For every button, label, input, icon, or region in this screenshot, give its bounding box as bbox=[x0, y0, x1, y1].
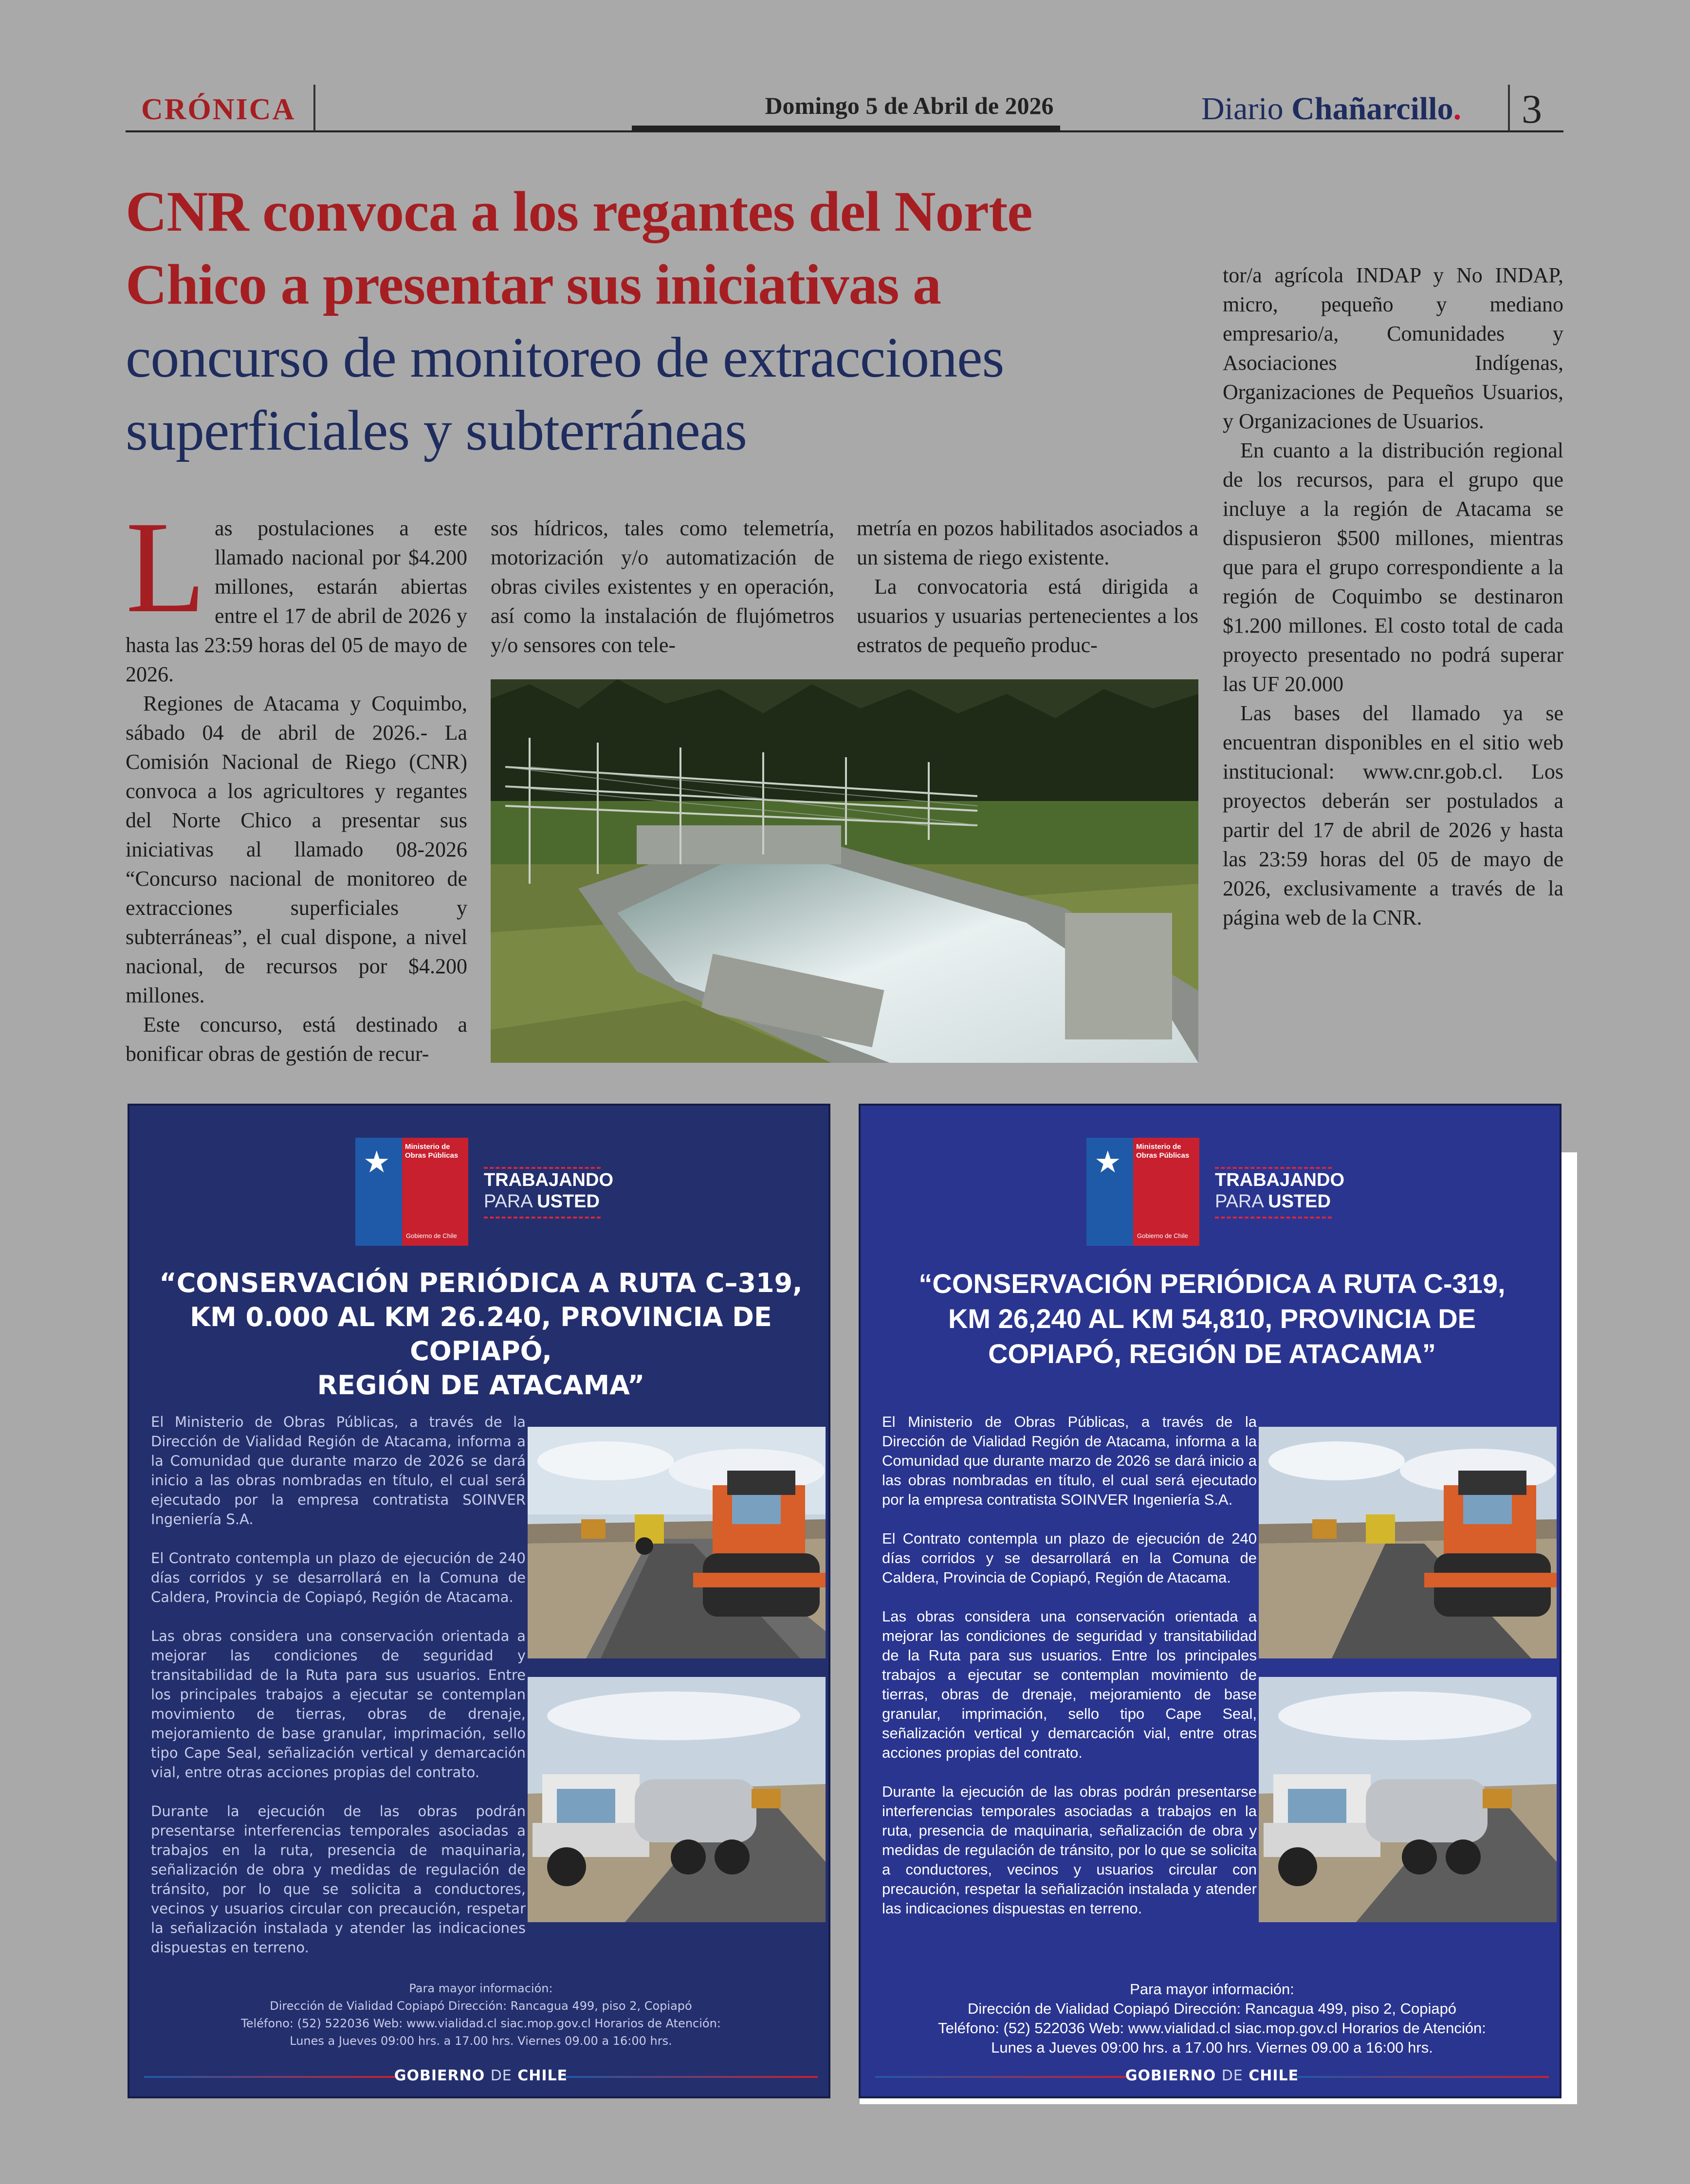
issue-date: Domingo 5 de Abril de 2026 bbox=[765, 92, 1054, 119]
gobierno-de-chile-bar: GOBIERNO DE CHILE bbox=[144, 2067, 818, 2087]
logo-divider bbox=[1215, 1167, 1332, 1169]
newspaper-prefix: Diario bbox=[1201, 91, 1284, 127]
road-roller-photo bbox=[528, 1427, 826, 1658]
water-truck-photo bbox=[528, 1677, 826, 1922]
article-column-4 bbox=[1223, 261, 1563, 932]
government-label: Gobierno de Chile bbox=[1137, 1232, 1188, 1239]
article-paragraph: La convocatoria está dirigida a usuarios y usuarias pertenecientes a los estratos de pequeño produc- bbox=[857, 575, 1198, 657]
logo-divider bbox=[1215, 1217, 1332, 1219]
water-truck-photo bbox=[1259, 1677, 1557, 1922]
irrigation-canal-photo bbox=[491, 679, 1198, 1063]
ad-paragraph: Durante la ejecución de las obras podrán presentarse interferencias temporales asociadas a trabajos en la ruta, presencia de maquinaria, señalización de obra y medidas de regulación de tránsito, por lo que se solicita a conductores, vecinos y usuarios circular con precaución, respetar la señalización instalada y atender las indicaciones dispuestas en terreno. bbox=[151, 1803, 526, 1956]
ad-contact-info: Para mayor información: Dirección de Vialidad Copiapó Dirección: Rancagua 499, piso 2, Copiapó Teléfono: (52) 522036 Web: www.vialidad.cl siac.mop.gov.cl Horarios de Atención: Lunes a Jueves 09:00 hrs. a 17.00 hrs. Viernes 09.00 a 16:00 hrs. bbox=[241, 1982, 721, 2048]
newspaper-dot: . bbox=[1453, 91, 1462, 127]
article-paragraph: Este concurso, está destinado a bonificar obras de gestión de recur- bbox=[126, 1013, 467, 1066]
headline-line: Chico a presentar sus iniciativas a bbox=[126, 253, 941, 316]
ministry-label: Ministerio de Obras Públicas bbox=[405, 1143, 459, 1160]
ad-body bbox=[151, 1412, 526, 1977]
ad-paragraph: Las obras considera una conservación orientada a mejorar las condiciones de seguridad y transitabilidad de la Ruta para sus usuarios. Entre los principales trabajos a ejecutar se contemplan movimiento de tierras, obras de drenaje, mejoramiento de base granular, imprimación, sello tipo Cape Seal, señalización vertical y demarcación vial, entre otras acciones propias del contrato. bbox=[882, 1608, 1257, 1761]
article-paragraph: tor/a agrícola INDAP y No INDAP, micro, pequeño y mediano empresario/a, Comunidades y Asociaciones Indígenas, Organizaciones de Pequeños Usuarios, y Organizaciones de Usuarios. bbox=[1223, 263, 1563, 433]
ad-paragraph: El Contrato contempla un plazo de ejecución de 240 días corridos y se desarrollará en la Comuna de Caldera, Provincia de Copiapó, Región de Atacama. bbox=[882, 1530, 1257, 1586]
mop-logo-emblem bbox=[1086, 1138, 1199, 1246]
ad-body bbox=[882, 1412, 1257, 1938]
page-header bbox=[126, 82, 1563, 132]
mop-logo bbox=[1086, 1138, 1349, 1246]
slogan-line-2: PARA USTED bbox=[1215, 1191, 1331, 1212]
newspaper-title: Chañarcillo bbox=[1291, 91, 1453, 127]
article-paragraph: Las bases del llamado ya se encuentran disponibles en el sitio web institucional: www.cnr.gob.cl. Los proyectos deberán ser postulados a partir del 17 de abril de 2026 y hasta las 23:59 horas del 05 de mayo de 2026, exclusivamente a través de la página web de la CNR. bbox=[1223, 701, 1563, 929]
ad-paragraph: El Ministerio de Obras Públicas, a través de la Dirección de Vialidad Región de Atacama, informa a la Comunidad que durante marzo de 2026 se dará inicio a las obras nombradas en título, el cual será ejecutado por la empresa contratista SOINVER Ingeniería S.A. bbox=[151, 1414, 526, 1528]
mop-logo bbox=[355, 1138, 618, 1246]
public-notice-ad-2 bbox=[859, 1104, 1561, 2098]
headline-line: CNR convoca a los regantes del Norte bbox=[126, 180, 1032, 243]
logo-divider bbox=[484, 1167, 601, 1169]
article-column-1 bbox=[126, 494, 467, 1069]
mop-logo-emblem bbox=[355, 1138, 468, 1246]
drop-cap: L bbox=[126, 494, 206, 640]
ad-paragraph: Durante la ejecución de las obras podrán presentarse interferencias temporales asociadas a trabajos en la ruta, presencia de maquinaria, señalización de obra y medidas de regulación de tránsito, por lo que se solicita a conductores, vecinos y usuarios circular con precaución, respetar la señalización instalada y atender las indicaciones dispuestas en terreno. bbox=[882, 1783, 1257, 1917]
article-paragraph: Regiones de Atacama y Coquimbo, sábado 04 de abril de 2026.- La Comisión Nacional de Riego (CNR) convoca a los agricultores y regantes del Norte Chico a presentar sus iniciativas al llamado 08-2026 “Concurso nacional de monitoreo de extracciones superficiales y subterráneas”, el cual dispone, a nivel nacional, de recursos por $4.200 millones. bbox=[126, 692, 467, 1007]
slogan-line-1: TRABAJANDO bbox=[1215, 1170, 1344, 1190]
header-divider bbox=[313, 85, 315, 131]
article-paragraph: En cuanto a la distribución regional de los recursos, para el grupo que incluye a la región de Atacama se dispusieron $500 millones, mientras que para el grupo correspondiente a la región de Coquimbo se destinaron $1.200 millones. El costo total de cada proyecto presentado no podrá superar las UF 20.000 bbox=[1223, 438, 1563, 696]
article-headline bbox=[126, 175, 1196, 467]
ad-paragraph: El Ministerio de Obras Públicas, a través de la Dirección de Vialidad Región de Atacama, informa a la Comunidad que durante marzo de 2026 se dará inicio a las obras nombradas en título, el cual será ejecutado por la empresa contratista SOINVER Ingeniería S.A. bbox=[882, 1413, 1257, 1508]
ad-title: “CONSERVACIÓN PERIÓDICA A RUTA C-319, KM 26,240 AL KM 54,810, PROVINCIA DE COPIAPÓ, REGIÓN DE ATACAMA” bbox=[918, 1268, 1506, 1369]
slogan-line-1: TRABAJANDO bbox=[484, 1170, 613, 1190]
newspaper-name bbox=[1201, 91, 1461, 127]
ad-title: “CONSERVACIÓN PERIÓDICA A RUTA C–319, KM 0.000 AL KM 26.240, PROVINCIA DE COPIAPÓ, REGIÓN DE ATACAMA” bbox=[159, 1268, 803, 1401]
ad-contact-info: Para mayor información: Dirección de Vialidad Copiapó Dirección: Rancagua 499, piso 2, Copiapó Teléfono: (52) 522036 Web: www.vialidad.cl siac.mop.gov.cl Horarios de Atención: Lunes a Jueves 09:00 hrs. a 17.00 hrs. Viernes 09.00 a 16:00 hrs. bbox=[938, 1981, 1486, 2056]
ministry-label: Ministerio de Obras Públicas bbox=[1136, 1143, 1190, 1160]
headline-line: superficiales y subterráneas bbox=[126, 399, 747, 462]
coat-of-arms-icon: ★ bbox=[1094, 1146, 1121, 1179]
article-paragraph: as postulaciones a este llamado nacional por $4.200 millones, estarán abiertas entre el 17 de abril de 2026 y hasta las 23:59 horas del 05 de mayo de 2026. bbox=[126, 516, 467, 686]
article-paragraph: sos hídricos, tales como telemetría, motorización y/o automatización de obras civiles existentes y en operación, así como la instalación de flujómetros y/o sensores con tele- bbox=[491, 516, 834, 657]
road-roller-photo bbox=[1259, 1427, 1557, 1658]
ad-paragraph: Las obras considera una conservación orientada a mejorar las condiciones de seguridad y transitabilidad de la Ruta para sus usuarios. Entre los principales trabajos a ejecutar se contemplan movimiento de tierras, obras de drenaje, mejoramiento de base granular, imprimación, sello tipo Cape Seal, señalización vertical y demarcación vial, entre otras acciones propias del contrato. bbox=[151, 1628, 526, 1781]
section-title: CRÓNICA bbox=[141, 93, 296, 126]
logo-divider bbox=[484, 1217, 601, 1219]
slogan-line-2: PARA USTED bbox=[484, 1191, 600, 1212]
article-column-3 bbox=[857, 514, 1198, 660]
coat-of-arms-icon: ★ bbox=[363, 1146, 390, 1179]
date-underline bbox=[632, 126, 1060, 132]
gobierno-de-chile-bar: GOBIERNO DE CHILE bbox=[875, 2067, 1549, 2087]
article-column-2 bbox=[491, 514, 834, 660]
header-divider bbox=[1508, 85, 1510, 131]
page-number: 3 bbox=[1522, 87, 1542, 132]
article-paragraph: metría en pozos habilitados asociados a un sistema de riego existente. bbox=[857, 516, 1198, 569]
headline-line: concurso de monitoreo de extracciones bbox=[126, 326, 1004, 389]
canal-illustration bbox=[491, 679, 1198, 1063]
ad-paragraph: El Contrato contempla un plazo de ejecución de 240 días corridos y se desarrollará en la Comuna de Caldera, Provincia de Copiapó, Región de Atacama. bbox=[151, 1550, 526, 1605]
government-label: Gobierno de Chile bbox=[406, 1232, 457, 1239]
public-notice-ad-1 bbox=[128, 1104, 830, 2098]
